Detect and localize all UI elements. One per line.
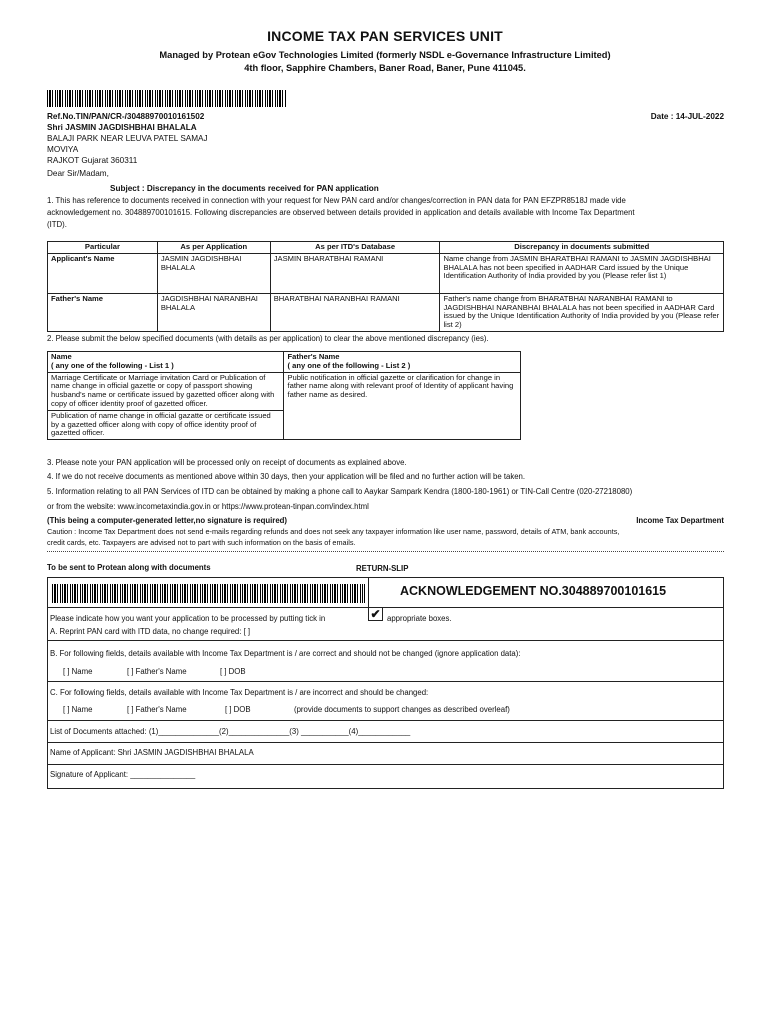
paragraph-1-line-1: 1. This has reference to documents received in connection with your request for New PAN card and/or changes/correction in PAN data for PAN EFZPR8518J made vide — [47, 196, 626, 205]
reference-number: Ref.No.TIN/PAN/CR-/30488970010161502 — [47, 112, 205, 121]
header-as-per-itd: As per ITD's Database — [270, 242, 440, 254]
divider — [47, 640, 724, 641]
tick-instruction-end: appropriate boxes. — [387, 614, 452, 623]
return-slip-label: RETURN-SLIP — [356, 564, 409, 573]
option-b: B. For following fields, details available with Income Tax Department is / are correct and should not be changed (ignore application data): — [50, 649, 521, 658]
list-item-row — [48, 372, 521, 410]
option-b-name-checkbox[interactable]: [ ] Name — [63, 667, 93, 676]
caution-line-2: credit cards, etc. Taxpayers are advised not to part with such information on the basis of emails. — [47, 538, 356, 547]
header-discrepancy: Discrepancy in documents submitted — [440, 242, 724, 254]
row-application-value: JAGDISHBHAI NARANBHAI BHALALA — [157, 293, 270, 331]
barcode-image — [47, 90, 287, 107]
applicant-name-field: Name of Applicant: Shri JASMIN JAGDISHBHAI BHALALA — [50, 748, 254, 757]
caution-line-1: Caution : Income Tax Department does not send e-mails regarding refunds and does not seek any taxpayer information like user name, password, details of ATM, bank accounts, — [47, 527, 620, 536]
send-note: To be sent to Protean along with documents — [47, 563, 211, 572]
option-c-name-checkbox[interactable]: [ ] Name — [63, 705, 93, 714]
paragraph-5-line-1: 5. Information relating to all PAN Services of ITD can be obtained by making a phone call to Aaykar Sampark Kendra (1800-180-1961) or TIN-Call Centre (020-27218080) — [47, 487, 633, 496]
table-row — [48, 253, 724, 293]
list-1-item-2: Publication of name change in official gazatte or certificate issued by a gazetted officer along with copy of office identity proof of gazetted officer. — [48, 410, 284, 439]
cut-line — [47, 551, 724, 552]
option-c-note: (provide documents to support changes as described overleaf) — [294, 705, 510, 714]
option-c: C. For following fields, details available with Income Tax Department is / are incorrect and should be changed: — [50, 688, 429, 697]
documents-attached-field[interactable]: List of Documents attached: (1)______________(2)______________(3) ___________(4)____________ — [50, 727, 411, 736]
subject-line: Subject : Discrepancy in the documents received for PAN application — [110, 184, 379, 193]
acknowledgement-barcode — [52, 584, 365, 603]
list-2-item-1: Public notification in official gazette or clarification for change in father name along with relevant proof of Identity of applicant having father name as desired. — [284, 372, 521, 440]
letter-date: Date : 14-JUL-2022 — [650, 112, 724, 121]
row-application-value: JASMIN JAGDISHBHAI BHALALA — [157, 253, 270, 293]
ack-divider — [368, 577, 369, 607]
tick-instruction: Please indicate how you want your application to be processed by putting tick in — [50, 614, 326, 623]
divider — [47, 764, 724, 765]
address-line-3: RAJKOT Gujarat 360311 — [47, 156, 138, 165]
row-discrepancy-text: Father's name change from BHARATBHAI NARANBHAI RAMANI to JAGDISHBHAI NARANBHAI BHALALA has not been specified in AADHAR Card issued by the Unique Identification Authority of India provided by you (Please refer list 2) — [440, 293, 724, 331]
documents-list-table — [47, 351, 521, 440]
list-1-subtitle: ( any one of the following - List 1 ) — [51, 360, 174, 370]
table-row — [48, 293, 724, 331]
discrepancy-table — [47, 241, 724, 332]
tick-checkbox-icon: ✔ — [368, 607, 383, 621]
address-line-1: BALAJI PARK NEAR LEUVA PATEL SAMAJ — [47, 134, 208, 143]
option-c-father-checkbox[interactable]: [ ] Father's Name — [127, 705, 187, 714]
divider — [47, 607, 724, 608]
address-line: 4th floor, Sapphire Chambers, Baner Road, Baner, Pune 411045. — [244, 63, 526, 73]
list-1-item-1: Marriage Certificate or Marriage invitation Card or Publication of name change in official gazette or copy of passport showing husband's name or certificate issued by gazetted officer along with copy of officer identity proof of gazetted officer. — [48, 372, 284, 410]
header-as-per-application: As per Application — [157, 242, 270, 254]
document-title: INCOME TAX PAN SERVICES UNIT — [267, 28, 503, 44]
row-particular: Applicant's Name — [48, 253, 158, 293]
option-b-father-checkbox[interactable]: [ ] Father's Name — [127, 667, 187, 676]
list-2-header — [284, 352, 521, 373]
computer-generated-note: (This being a computer-generated letter,no signature is required) — [47, 516, 288, 525]
list-1-title: Name — [51, 352, 72, 361]
table-header-row — [48, 242, 724, 254]
paragraph-2: 2. Please submit the below specified documents (with details as per application) to clear the above mentioned discrepancy (ies). — [47, 334, 489, 343]
address-line-2: MOVIYA — [47, 145, 79, 154]
paragraph-1-line-2: acknowledgement no. 304889700101615. Following discrepancies are observed between details provided in application and details available with Income Tax Department — [47, 208, 635, 217]
signature-field[interactable]: Signature of Applicant: _______________ — [50, 770, 196, 779]
addressee-name: Shri JASMIN JAGDISHBHAI BHALALA — [47, 123, 197, 132]
list-1-header — [48, 352, 284, 373]
divider — [47, 681, 724, 682]
row-itd-value: JASMIN BHARATBHAI RAMANI — [270, 253, 440, 293]
paragraph-3: 3. Please note your PAN application will be processed only on receipt of documents as explained above. — [47, 458, 407, 467]
list-2-subtitle: ( any one of the following - List 2 ) — [287, 360, 411, 370]
header-particular: Particular — [48, 242, 158, 254]
divider — [47, 742, 724, 743]
list-header-row — [48, 352, 521, 373]
paragraph-5-line-2: or from the website: www.incometaxindia.gov.in or https://www.protean-tinpan.com/index.html — [47, 502, 369, 511]
row-itd-value: BHARATBHAI NARANBHAI RAMANI — [270, 293, 440, 331]
acknowledgement-number: ACKNOWLEDGEMENT NO.304889700101615 — [400, 584, 667, 598]
option-a[interactable]: A. Reprint PAN card with ITD data, no change required: [ ] — [50, 627, 251, 636]
option-b-dob-checkbox[interactable]: [ ] DOB — [220, 667, 246, 676]
department-name: Income Tax Department — [636, 516, 724, 525]
paragraph-4: 4. If we do not receive documents as mentioned above within 30 days, then your application will be filed and no further action will be taken. — [47, 472, 526, 481]
managed-by-line: Managed by Protean eGov Technologies Limited (formerly NSDL e-Governance Infrastructure Limited) — [159, 50, 611, 60]
row-discrepancy-text: Name change from JASMIN BHARATBHAI RAMANI to JASMIN JAGDISHBHAI BHALALA has not been specified in AADHAR Card issued by the Unique Identification Authority of India provided by you (Please refer list 1) — [440, 253, 724, 293]
row-particular: Father's Name — [48, 293, 158, 331]
divider — [47, 720, 724, 721]
list-2-title: Father's Name — [287, 352, 340, 361]
paragraph-1-line-3: (ITD). — [47, 220, 67, 229]
salutation: Dear Sir/Madam, — [47, 169, 109, 178]
option-c-dob-checkbox[interactable]: [ ] DOB — [225, 705, 251, 714]
